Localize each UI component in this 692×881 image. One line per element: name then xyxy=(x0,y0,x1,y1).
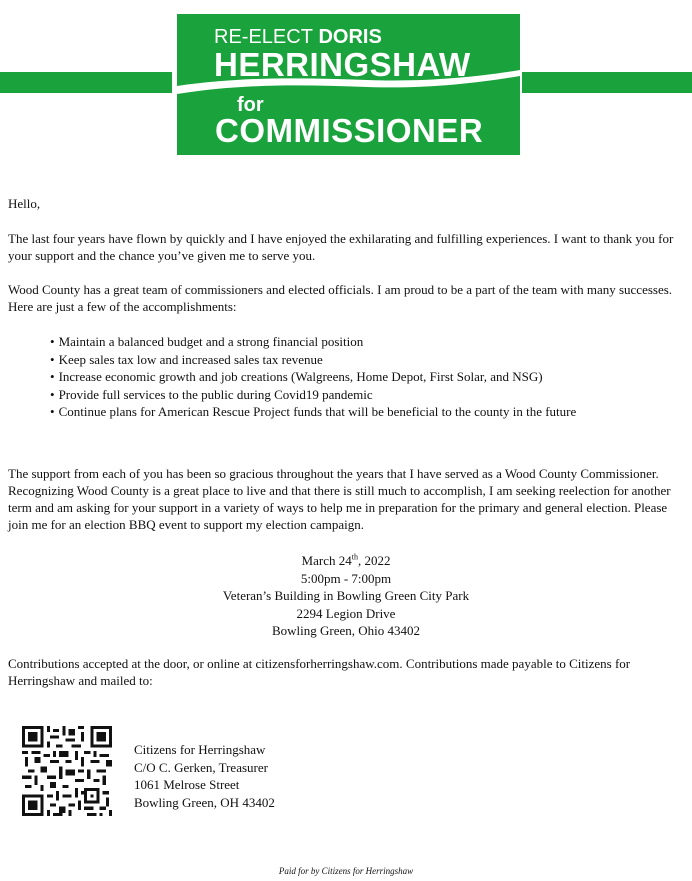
address-line: C/O C. Gerken, Treasurer xyxy=(134,759,268,775)
contributions-paragraph: Contributions accepted at the door, or online at citizensforherringshaw.com. Contributions made payable to Citizens for Herringshaw and mailed to: xyxy=(8,656,631,688)
event-details xyxy=(0,552,692,640)
address-line: Citizens for Herringshaw xyxy=(134,742,266,757)
paid-for-footer: Paid for by Citizens for Herringshaw xyxy=(278,866,414,876)
greeting: Hello, xyxy=(8,196,41,211)
event-venue: Veteran’s Building in Bowling Green City Park xyxy=(222,588,470,603)
logo-prefix: RE-ELECT xyxy=(214,26,313,48)
list-item: • Provide full services to the public during Covid19 pandemic xyxy=(50,386,690,404)
campaign-logo xyxy=(177,14,520,155)
event-street: 2294 Legion Drive xyxy=(296,605,396,621)
mailing-address xyxy=(134,741,275,811)
list-item: • Increase economic growth and job creations (Walgreens, Home Depot, First Solar, and NSG) xyxy=(50,368,690,386)
logo-first-name: DORIS xyxy=(318,26,382,48)
team-paragraph: Wood County has a great team of commissioners and elected officials. I am proud to be a part of the team with many successes. Here are just a few of the accomplishments: xyxy=(8,282,673,314)
list-item: • Keep sales tax low and increased sales tax revenue xyxy=(50,351,690,369)
accomplishments-list xyxy=(50,333,690,421)
support-paragraph: The support from each of you has been so gracious throughout the years that I have served as a Wood County Commissioner. Recognizing Wood County is a great place to live and that there is still much to accomplish, I am seeking reelection for another term and am asking for your support in a variety of ways to help me in preparation for the primary and general election. Please join me for an election BBQ event to support my election campaign. xyxy=(8,466,671,532)
qr-code-icon[interactable] xyxy=(22,726,112,816)
event-time: 5:00pm - 7:00pm xyxy=(300,570,392,586)
address-line: Bowling Green, OH 43402 xyxy=(134,794,275,810)
green-band-right xyxy=(522,72,692,93)
logo-last-name: HERRINGSHAW xyxy=(214,46,471,83)
intro-paragraph: The last four years have flown by quickly and I have enjoyed the exhilarating and fulfilling experiences. I want to thank you for your support and the chance you’ve given me to serve you. xyxy=(8,231,674,263)
list-item: • Continue plans for American Rescue Project funds that will be beneficial to the county in the future xyxy=(50,403,690,421)
logo-office: COMMISSIONER xyxy=(215,112,484,149)
address-line: 1061 Melrose Street xyxy=(134,777,240,792)
event-date: March 24th, 2022 xyxy=(301,552,391,568)
event-city: Bowling Green, Ohio 43402 xyxy=(271,623,421,638)
logo-for: for xyxy=(237,94,264,116)
list-item: • Maintain a balanced budget and a strong financial position xyxy=(50,333,690,351)
green-band-left xyxy=(0,72,172,93)
